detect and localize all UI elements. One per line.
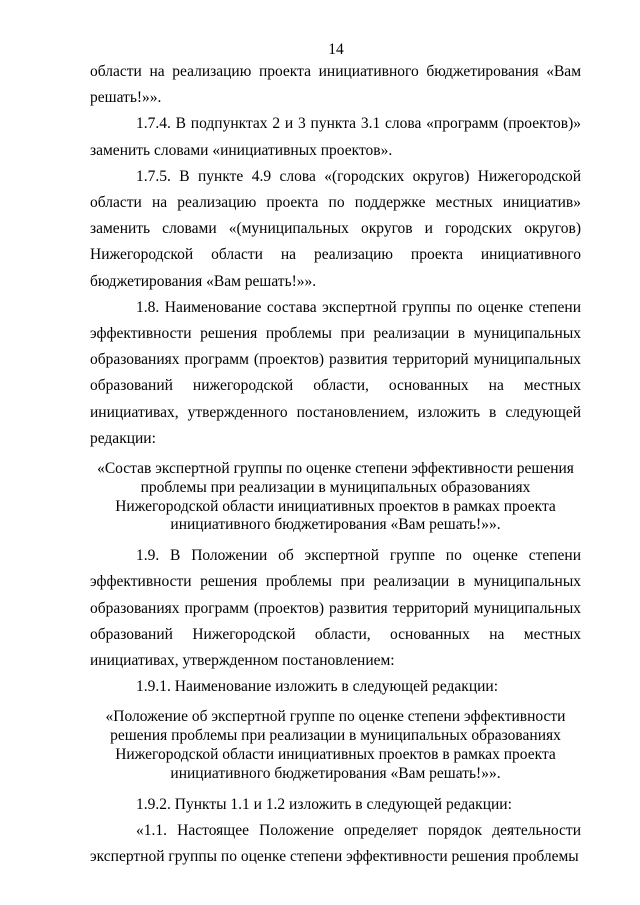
page-number: 14: [328, 41, 344, 58]
centered-title-regulation: «Положение об экспертной группе по оценке степени эффективности решения проблемы при реализации в муниципальных образованиях Нижегородской области инициативных проектов в рамках проекта инициативного бюджетирования «Вам решать!»».: [105, 708, 566, 782]
paragraph-continuation: области на реализацию проекта инициативного бюджетирования «Вам решать!»».: [90, 63, 581, 107]
paragraph-1-9-2: 1.9.2. Пункты 1.1 и 1.2 изложить в следующей редакции:: [136, 795, 512, 813]
paragraph-1-8: 1.8. Наименование состава экспертной группы по оценке степени эффективности решения проблемы при реализации в муниципальных образованиях программ (проектов) развития территорий муниципальных образований нижегородской области, основанных на местных инициативах, утвержденного постановлением, изложить в следующей редакции:: [90, 298, 581, 447]
centered-title-composition: «Состав экспертной группы по оценке степени эффективности решения проблемы при реализации в муниципальных образованиях Нижегородской области инициативных проектов в рамках проекта инициативного бюджетирования «Вам решать!»».: [97, 460, 574, 534]
paragraph-1-1: «1.1. Настоящее Положение определяет порядок деятельности экспертной группы по оценке степени эффективности решения проблемы: [90, 821, 581, 866]
paragraph-1-7-5: 1.7.5. В пункте 4.9 слова «(городских округов) Нижегородской области на реализацию проекта по поддержке местных инициатив» заменить словами «(муниципальных округов и городских округов) Нижегородской области на реализацию проекта инициативного бюджетирования «Вам решать!»».: [90, 167, 581, 290]
paragraph-1-9: 1.9. В Положении об экспертной группе по оценке степени эффективности решения проблемы при реализации в муниципальных образованиях программ (проектов) развития территорий муниципальных образований Нижегородской области, основанных на местных инициативах, утвержденном постановлением:: [90, 547, 581, 670]
document-body: [90, 59, 581, 870]
paragraph-1-7-4: 1.7.4. В подпунктах 2 и 3 пункта 3.1 слова «программ (проектов)» заменить словами «инициативных проектов».: [90, 115, 581, 159]
paragraph-1-9-1: 1.9.1. Наименование изложить в следующей редакции:: [136, 678, 499, 696]
